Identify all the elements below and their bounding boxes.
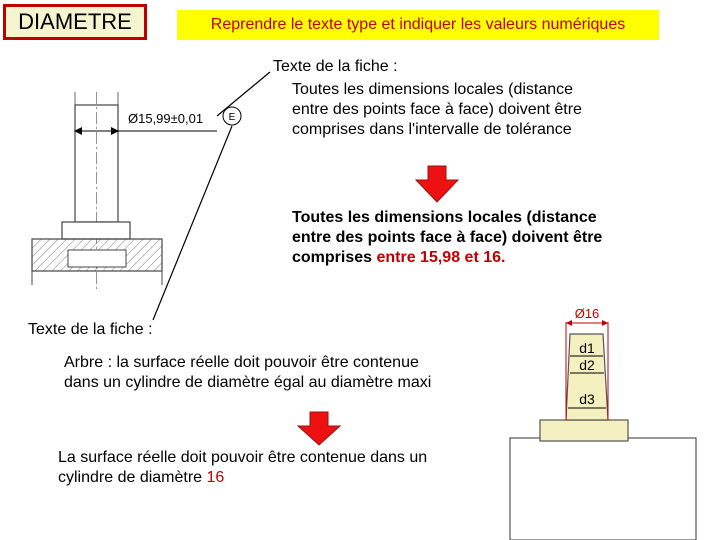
leader-line-local: [217, 72, 270, 116]
shaft-dimension-label: Ø15,99±0,01: [128, 111, 204, 126]
fiche-envelope-line: dans un cylindre de diamètre égal au diamètre maxi: [64, 374, 432, 391]
instruction-banner: Reprendre le texte type et indiquer les valeurs numériques: [177, 10, 659, 40]
fiche-local-line: Toutes les dimensions locales (distance: [292, 81, 574, 98]
page-title: DIAMETRE: [3, 4, 147, 40]
down-arrow-icon: [416, 166, 458, 202]
result-local-line: entre des points face à face) doivent être: [292, 229, 603, 246]
down-arrow-icon: [298, 412, 340, 445]
fiche-local-line: comprises dans l'intervalle de tolérance: [292, 121, 572, 138]
local-size-label-d3: d3: [579, 391, 595, 407]
max-diameter-dimension: Ø16: [574, 306, 600, 321]
local-size-label-d1: d1: [579, 340, 595, 356]
local-size-label-d2: d2: [579, 357, 595, 373]
result-envelope-prefix: cylindre de diamètre: [58, 469, 207, 486]
result-local-prefix: comprises: [292, 249, 377, 266]
fiche-envelope-label: Texte de la fiche :: [28, 321, 153, 338]
fiche-local-line: entre des points face à face) doivent être: [292, 101, 582, 118]
part-envelope-drawing: [510, 320, 696, 540]
fiche-local-label: Texte de la fiche :: [273, 58, 398, 75]
result-local-line: Toutes les dimensions locales (distance: [292, 209, 597, 226]
fiche-envelope-line: Arbre : la surface réelle doit pouvoir être contenue: [64, 354, 419, 371]
leader-line-envelope: [153, 126, 232, 320]
result-envelope-line: La surface réelle doit pouvoir être contenue dans un: [58, 449, 428, 466]
max-diameter-value: 16: [206, 469, 225, 486]
envelope-modifier-letter: E: [228, 112, 236, 123]
tolerance-values: entre 15,98 et 16.: [376, 249, 506, 266]
